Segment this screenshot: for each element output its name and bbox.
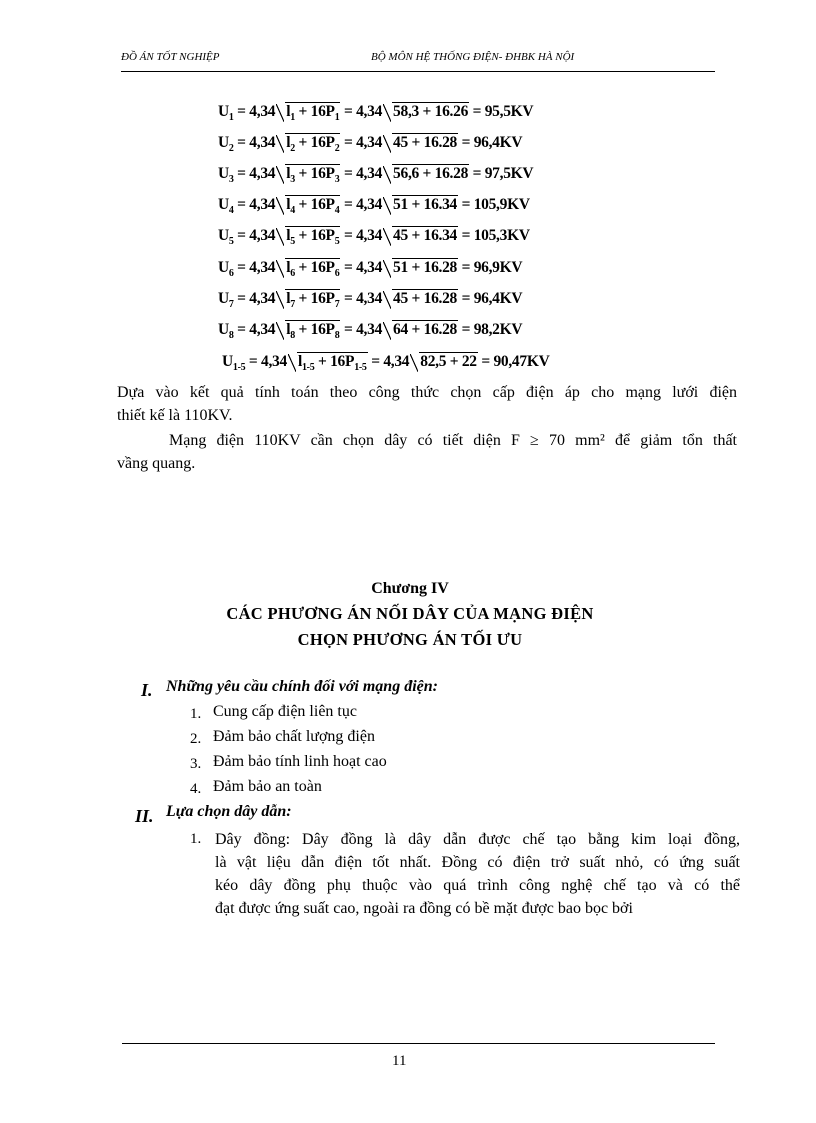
sqrt-expression: $l_7 + 16P_7$ [276, 289, 340, 310]
paragraph-wire-section [117, 429, 737, 475]
sqrt-value: 51 + 16.34 [393, 196, 458, 213]
equation-coefficient: 4,34 [356, 165, 383, 182]
equation-subscript: 5 [290, 236, 295, 247]
equation-row: $U_2 = 4,34$ $l_2 + 16P_2 = 4,34$ 45 + 16.28 = 96,4KV [218, 134, 523, 154]
sqrt-expression [383, 102, 469, 121]
sqrt-expression [383, 226, 458, 245]
equation-coefficient: 4,34 [261, 353, 287, 370]
equation-coefficient: 4,34 [356, 227, 383, 244]
equation-subscript: 1-5 [354, 362, 367, 373]
chapter-title-line-2: CHỌN PHƯƠNG ÁN TỐI ƯU [297, 630, 523, 649]
section-2-title: Lựa chọn dây dẫn: [166, 803, 292, 820]
section-2-numeral: II. [135, 806, 154, 826]
sqrt-expression: $l_6 + 16P_6$ [276, 258, 340, 279]
equation-row: $U_4 = 4,34$ $l_4 + 16P_4 = 4,34$ 51 + 16.34 = 105,9KV [218, 196, 530, 216]
list-item-text: Đảm bảo chất lượng điện [213, 728, 375, 745]
equation-subscript: 1 [228, 112, 234, 123]
sqrt-expression [383, 164, 469, 183]
equation-subscript: 4 [228, 205, 234, 216]
sqrt-expression: $l_1 + 16P_1$ [276, 102, 340, 123]
sqrt-value: 82,5 + 22 [420, 353, 477, 370]
equation-subscript: 6 [290, 268, 295, 279]
list-item-text: Đảm bảo tính linh hoạt cao [213, 753, 387, 770]
equation-subscript: 1 [334, 112, 340, 123]
equation-row: $U_5 = 4,34$ $l_5 + 16P_5 = 4,34$ 45 + 16.34 = 105,3KV [218, 227, 530, 247]
equation-result: = 97,5KV [472, 165, 534, 182]
equation-coefficient: 4,34 [383, 353, 410, 370]
paragraph-line: vầng quang. [117, 455, 196, 472]
equation-result: = 95,5KV [472, 103, 534, 120]
equation-subscript: 7 [334, 299, 340, 310]
equation-subscript: 3 [228, 174, 234, 185]
equation-subscript: 1 [290, 112, 295, 123]
equation-symbol: U [218, 290, 229, 307]
equation-row: $U_{1-5} = 4,34$ $l_{1-5} + 16P_{1-5} = 4,34$ 82,5 + 22 = 90,47KV [222, 353, 550, 373]
list-item-text: Đảm bảo an toàn [213, 778, 322, 795]
header-right-text: BỘ MÔN HỆ THỐNG ĐIỆN- ĐHBK HÀ NỘI [371, 51, 575, 63]
section-1-title: Những yêu cầu chính đối với mạng điện: [166, 678, 438, 695]
equation-subscript: 3 [334, 174, 340, 185]
equation-coefficient: 4,34 [249, 227, 276, 244]
list-item-number: 4. [190, 781, 202, 797]
equation-row: $U_3 = 4,34$ $l_3 + 16P_3 = 4,34$ 56,6 + 16.28 = 97,5KV [218, 165, 534, 185]
sqrt-value: 58,3 + 16.26 [393, 103, 469, 120]
equation-coefficient: 4,34 [249, 321, 276, 338]
sqrt-expression: $l_5 + 16P_5$ [276, 226, 340, 247]
equation-result: = 96,4KV [461, 134, 523, 151]
paragraph-line: Mạng điện 110KV cần chọn dây có tiết diện F ≥ 70 mm² để giảm tổn thất [169, 432, 737, 449]
list-item-line: là vật liệu dẫn điện tốt nhất. Đồng có điện trở suất nhỏ, có ứng suất [215, 854, 740, 871]
page-header [121, 49, 715, 72]
sqrt-expression: $l_8 + 16P_8$ [276, 320, 340, 341]
equation-coefficient: 4,34 [249, 134, 276, 151]
equation-result: = 90,47KV [481, 353, 550, 370]
paragraph-voltage-selection [117, 381, 737, 427]
section-1-numeral: I. [141, 680, 153, 700]
equation-coefficient: 4,34 [356, 321, 383, 338]
sqrt-value: 51 + 16.28 [393, 259, 458, 276]
list-item-number: 2. [190, 731, 202, 747]
equation-symbol: U [218, 134, 229, 151]
equation-subscript: 4 [290, 205, 295, 216]
sqrt-expression [383, 289, 458, 308]
chapter-title-line-1: CÁC PHƯƠNG ÁN NỐI DÂY CỦA MẠNG ĐIỆN [226, 604, 594, 623]
sqrt-expression: $l_4 + 16P_4$ [276, 195, 340, 216]
sqrt-value: 45 + 16.28 [393, 134, 458, 151]
equation-coefficient: 4,34 [249, 103, 276, 120]
equation-symbol: U [218, 227, 229, 244]
equation-subscript: 5 [228, 236, 234, 247]
equation-subscript: 7 [290, 299, 295, 310]
equation-symbol: U [218, 165, 229, 182]
sqrt-expression [383, 320, 458, 339]
equation-row: $U_1 = 4,34$ $l_1 + 16P_1 = 4,34$ 58,3 + 16.26 = 95,5KV [218, 103, 534, 123]
sqrt-expression [383, 133, 458, 152]
list-item-number: 1. [190, 831, 202, 847]
equation-subscript: 5 [334, 236, 340, 247]
equation-coefficient: 4,34 [356, 103, 383, 120]
equation-row: $U_7 = 4,34$ $l_7 + 16P_7 = 4,34$ 45 + 16.28 = 96,4KV [218, 290, 523, 310]
paragraph-line: Dựa vào kết quả tính toán theo công thức chọn cấp điện áp cho mạng lưới điện [117, 384, 737, 401]
equation-subscript: 1-5 [301, 362, 315, 373]
equation-coefficient: 4,34 [356, 134, 383, 151]
sqrt-expression [383, 258, 458, 277]
sqrt-value: 56,6 + 16.28 [393, 165, 469, 182]
sqrt-expression: $l_3 + 16P_3$ [276, 164, 340, 185]
page-number: 11 [392, 1053, 407, 1069]
equation-symbol: U [218, 196, 229, 213]
footer-divider [122, 1043, 715, 1044]
equation-coefficient: 4,34 [249, 259, 276, 276]
equation-subscript: 8 [334, 330, 340, 341]
equation-result: = 105,9KV [461, 196, 530, 213]
equation-symbol: U [218, 103, 229, 120]
equation-subscript: 7 [228, 299, 234, 310]
equation-coefficient: 4,34 [249, 165, 276, 182]
sqrt-value: 64 + 16.28 [393, 321, 458, 338]
equation-symbol: U [218, 321, 229, 338]
equation-subscript: 8 [228, 330, 234, 341]
list-item-line: Dây đồng: Dây đồng là dây dẫn được chế tạo bằng kim loại đồng, [215, 831, 740, 848]
equation-coefficient: 4,34 [356, 259, 383, 276]
sqrt-expression [383, 195, 458, 214]
paragraph-line: thiết kế là 110KV. [117, 407, 233, 424]
equation-coefficient: 4,34 [249, 290, 276, 307]
sqrt-expression: $l_{1-5} + 16P_{1-5}$ [288, 352, 368, 373]
equation-symbol: U [218, 259, 229, 276]
sqrt-expression: $l_2 + 16P_2$ [276, 133, 340, 154]
equation-subscript: 6 [334, 268, 340, 279]
list-item-text: Cung cấp điện liên tục [213, 703, 357, 720]
list-item-number: 3. [190, 756, 202, 772]
equation-result: = 98,2KV [461, 321, 523, 338]
equation-subscript: 6 [228, 268, 234, 279]
equation-result: = 96,4KV [461, 290, 523, 307]
equation-coefficient: 4,34 [249, 196, 276, 213]
list-item-line: đạt được ứng suất cao, ngoài ra đồng có bề mặt được bao bọc bởi [215, 900, 633, 917]
equation-row: $U_8 = 4,34$ $l_8 + 16P_8 = 4,34$ 64 + 16.28 = 98,2KV [218, 321, 523, 341]
sqrt-value: 45 + 16.28 [393, 290, 458, 307]
equation-subscript: 2 [334, 143, 340, 154]
equation-symbol: U [222, 353, 233, 370]
equation-subscript: 2 [228, 143, 234, 154]
equation-subscript: 8 [290, 330, 295, 341]
equation-row: $U_6 = 4,34$ $l_6 + 16P_6 = 4,34$ 51 + 16.28 = 96,9KV [218, 259, 523, 279]
equation-result: = 105,3KV [461, 227, 530, 244]
equation-subscript: 2 [290, 143, 295, 154]
header-left-text: ĐỒ ÁN TỐT NGHIỆP [121, 51, 220, 63]
equation-result: = 96,9KV [461, 259, 523, 276]
list-item-line: kéo dây đồng phụ thuộc vào quá trình công nghệ chế tạo và có thể [215, 877, 740, 894]
equation-subscript: 4 [334, 205, 340, 216]
equation-coefficient: 4,34 [356, 196, 383, 213]
chapter-label: Chương IV [371, 580, 449, 597]
equation-subscript: 3 [290, 174, 295, 185]
sqrt-value: 45 + 16.34 [393, 227, 458, 244]
list-item-number: 1. [190, 706, 202, 722]
equation-coefficient: 4,34 [356, 290, 383, 307]
sqrt-expression [410, 352, 478, 371]
equation-subscript: 1-5 [232, 362, 246, 373]
